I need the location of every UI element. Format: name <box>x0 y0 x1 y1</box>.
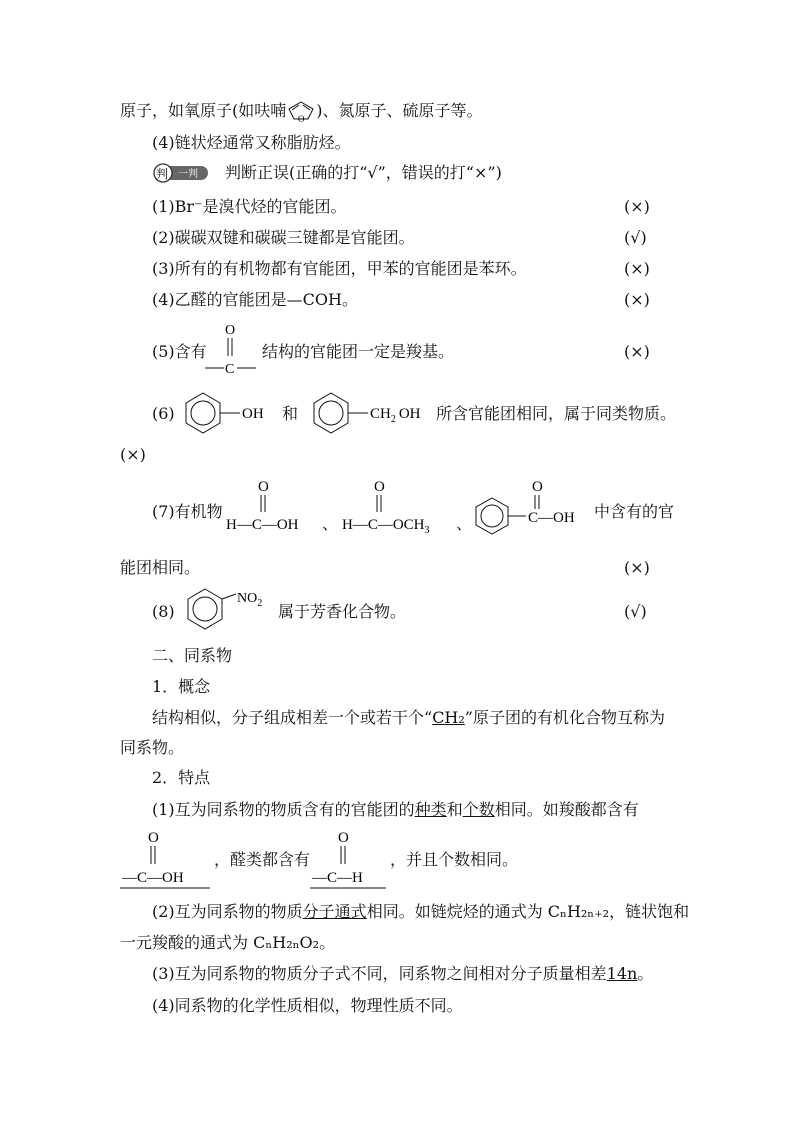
feature-4-line: (4)同系物的化学性质相似，物理性质不同。 <box>152 996 463 1015</box>
badge-char: 判 <box>156 167 169 181</box>
heading-concept: 1．概念 <box>152 677 211 696</box>
svg-text:O: O <box>532 479 543 495</box>
item-5-pre: (5)含有 <box>152 342 207 361</box>
svg-text:CH2OH: $CH_2$ OH <box>370 406 421 425</box>
furan-oxygen-label: O <box>298 114 305 122</box>
intro-text-pre: 原子，如氧原子(如呋喃 <box>120 101 287 120</box>
feature-2-line: (2)互为同系物的物质分子通式相同。如链烷烃的通式为 CₙH₂ₙ₊₂，链状饱和 <box>152 902 690 921</box>
item-6-mark: (×) <box>120 445 146 464</box>
svg-text:C: C <box>225 362 235 377</box>
item-3-mark: (×) <box>624 259 650 278</box>
benzoic-acid-structure <box>470 476 592 536</box>
svg-text:O: O <box>258 479 269 495</box>
badge-text: 一判 <box>178 169 198 180</box>
furan-structure <box>286 100 316 122</box>
carbonyl-o: O <box>225 323 236 338</box>
svg-text:O: O <box>338 830 349 846</box>
feature-2-cont: 一元羧酸的通式为 CₙH₂ₙO₂。 <box>120 933 336 952</box>
carboxyl-structure <box>118 826 214 890</box>
formic-acid-structure <box>222 476 322 536</box>
item-8-num: (8) <box>152 602 175 621</box>
item-6-and: 和 <box>282 404 299 423</box>
judge-instruction: 判断正误(正确的打“√”，错误的打“×”) <box>225 163 502 182</box>
item-7-post: 中含有的官 <box>594 502 675 521</box>
feature-3-line: (3)互为同系物的物质分子式不同，同系物之间相对分子质量相差14n。 <box>152 964 654 983</box>
feature-1-end: ，并且个数相同。 <box>390 850 519 869</box>
item-8-post: 属于芳香化合物。 <box>278 602 407 621</box>
svg-text:C—OH: C—OH <box>528 510 575 526</box>
concept-line-2: 同系物。 <box>120 738 185 757</box>
svg-text:O: O <box>374 479 385 495</box>
svg-text:—C—H: —C—H <box>312 870 363 886</box>
svg-text:NO2: $NO_2$ <box>237 591 263 609</box>
intro-line <box>120 100 483 122</box>
item-6-num: (6) <box>152 404 175 423</box>
svg-text:—C—OH: —C—OH <box>122 870 184 886</box>
ch2-underlined: CH₂ <box>432 708 465 727</box>
benzyl-alcohol-structure <box>308 390 433 438</box>
judge-badge <box>152 163 208 183</box>
heading-features: 2．特点 <box>152 768 211 787</box>
aldehyde-structure <box>308 826 390 890</box>
phenol-structure <box>180 390 280 438</box>
item-4: (4)乙醛的官能团是—COH。 <box>152 290 358 309</box>
svg-text:H—C—OH: H—C—OH <box>226 517 299 533</box>
item-6-post: 所含官能团相同，属于同类物质。 <box>436 404 677 423</box>
carbonyl-structure <box>200 318 260 378</box>
item-4-mark: (×) <box>624 290 650 309</box>
item-3: (3)所有的有机物都有官能团，甲苯的官能团是苯环。 <box>152 259 527 278</box>
item-1: (1)Br⁻是溴代烃的官能团。 <box>152 197 347 216</box>
item-7-sep1: 、 <box>322 514 339 533</box>
nitrobenzene-structure <box>182 586 274 634</box>
item-2-mark: (√) <box>624 228 647 247</box>
feature-1-mid: ，醛类都含有 <box>214 850 311 869</box>
item4-top: (4)链状烃通常又称脂肪烃。 <box>152 133 351 152</box>
svg-text:O: O <box>148 830 159 846</box>
svg-text:H—C—OCH3: $H—C—OCH_3$ <box>342 517 430 536</box>
section-title: 二、同系物 <box>152 646 233 665</box>
concept-line-1: 结构相似，分子组成相差一个或若干个“CH₂”原子团的有机化合物互称为 <box>152 708 665 727</box>
item-5-mark: (×) <box>624 342 650 361</box>
item-7-pre: (7)有机物 <box>152 502 223 521</box>
item-8-mark: (√) <box>624 602 647 621</box>
item-7-mark: (×) <box>624 558 650 577</box>
item-5-post: 结构的官能团一定是羧基。 <box>262 342 455 361</box>
feature-1-line: (1)互为同系物的物质含有的官能团的种类和个数相同。如羧酸都含有 <box>152 800 639 819</box>
item-2: (2)碳碳双键和碳碳三键都是官能团。 <box>152 228 415 247</box>
item-7-cont: 能团相同。 <box>120 558 201 577</box>
phenol-oh: OH <box>242 406 264 422</box>
intro-text-post: )、氮原子、硫原子等。 <box>316 101 483 120</box>
item-7-sep2: 、 <box>456 514 473 533</box>
methyl-formate-structure <box>338 476 458 536</box>
item-1-mark: (×) <box>624 197 650 216</box>
